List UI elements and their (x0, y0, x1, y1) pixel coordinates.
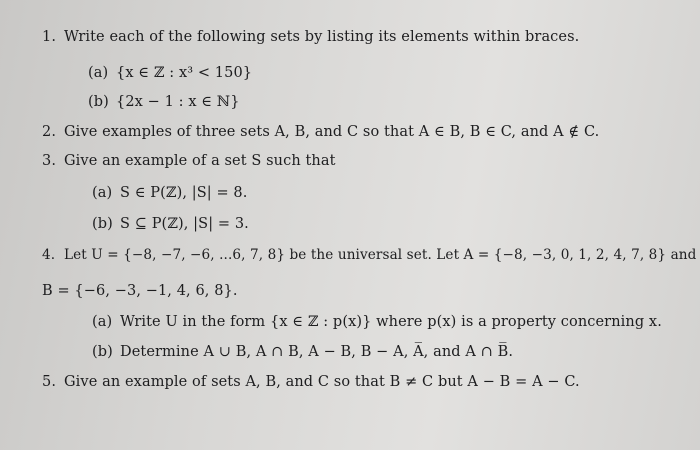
problem-3b (92, 215, 249, 233)
part-text: Determine A ∪ B, A ∩ B, A − B, B − A, A̅, and A ∩ B̅. (120, 344, 514, 360)
problem-number: 5. (42, 374, 57, 390)
part-text: {x ∈ ℤ : x³ < 150} (116, 65, 253, 81)
part-text: {2x − 1 : x ∈ ℕ} (116, 94, 240, 110)
problem-number: 3. (42, 153, 57, 169)
problem-4a (92, 313, 662, 331)
problem-1b (88, 93, 240, 111)
problem-1 (42, 28, 579, 46)
part-label: (b) (88, 94, 109, 110)
problem-number: 1. (42, 29, 57, 45)
part-label: (b) (92, 344, 113, 360)
part-label: (a) (88, 65, 109, 81)
problem-text-continuation: B = {−6, −3, −1, 4, 6, 8}. (42, 283, 238, 299)
part-label: (b) (92, 216, 113, 232)
problem-4b (92, 343, 513, 361)
problem-5 (42, 373, 580, 391)
part-text: S ∈ P(ℤ), |S| = 8. (120, 185, 248, 201)
problem-2 (42, 123, 599, 141)
part-label: (a) (92, 185, 113, 201)
part-label: (a) (92, 314, 113, 330)
part-text: Write U in the form {x ∈ ℤ : p(x)} where p(x) is a property concerning x. (120, 314, 662, 330)
problem-text: Give an example of sets A, B, and C so that B ≠ C but A − B = A − C. (64, 374, 580, 390)
problem-number: 4. (42, 247, 56, 263)
problem-text: Write each of the following sets by listing its elements within braces. (64, 29, 580, 45)
problem-number: 2. (42, 124, 57, 140)
problem-4-continuation (42, 282, 238, 300)
problem-3a (92, 184, 247, 202)
problem-3 (42, 152, 336, 170)
problem-4 (42, 246, 696, 264)
problem-text: Give an example of a set S such that (64, 153, 336, 169)
part-text: S ⊆ P(ℤ), |S| = 3. (120, 216, 249, 232)
problem-text: Give examples of three sets A, B, and C so that A ∈ B, B ∈ C, and A ∉ C. (64, 124, 600, 140)
problem-text: Let U = {−8, −7, −6, ...6, 7, 8} be the universal set. Let A = {−8, −3, 0, 1, 2, 4, 7, 8} and (64, 247, 697, 263)
problem-1a (88, 64, 252, 82)
